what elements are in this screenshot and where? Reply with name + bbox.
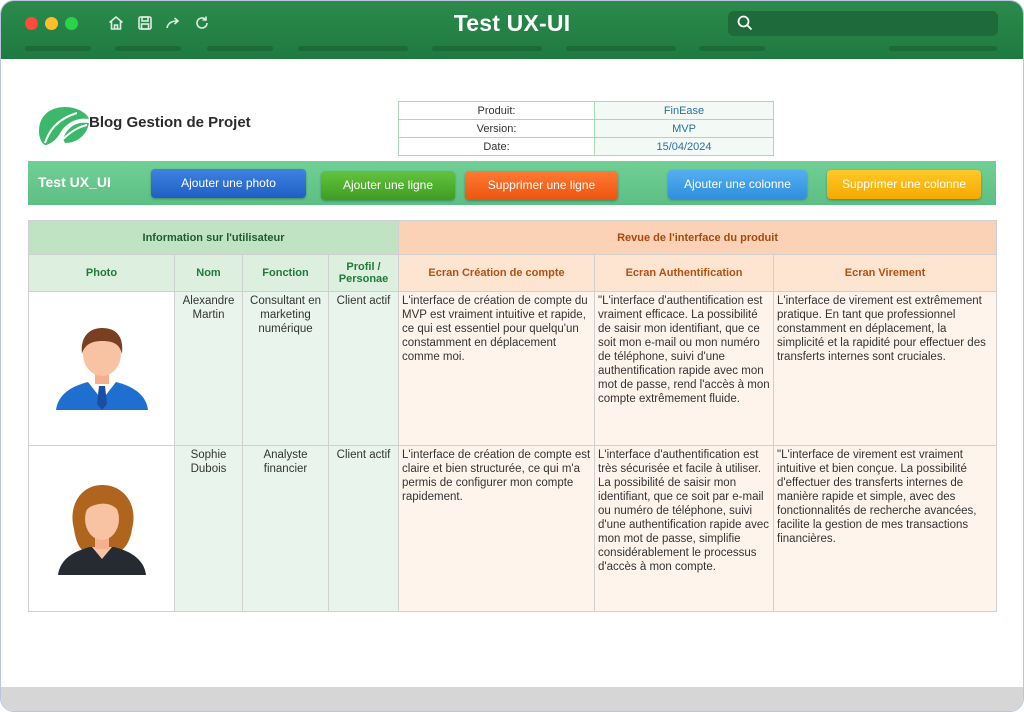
tab-strip xyxy=(298,46,408,51)
col-header-signup: Ecran Création de compte xyxy=(399,255,595,292)
auth-review-cell[interactable]: L'interface d'authentification est très sécurisée et facile à utiliser. La possibilité de saisir mon identifiant, que ce soit par e-mail ou numéro de téléphone, suivi d'une authentification rapide avec mon mot de passe, simplifie considérablement le processus d'accès à mon compte. xyxy=(595,446,774,612)
role-cell[interactable]: Consultant en marketing numérique xyxy=(243,292,329,446)
col-header-role: Fonction xyxy=(243,255,329,292)
table-row xyxy=(29,446,997,612)
photo-cell[interactable] xyxy=(29,446,175,612)
title-bar xyxy=(1,1,1023,59)
sheet-content xyxy=(1,59,1023,687)
product-label: Produit: xyxy=(399,102,595,120)
logo-text: Blog Gestion de Projet xyxy=(89,114,251,131)
delete-row-button[interactable]: Supprimer une ligne xyxy=(465,171,618,200)
version-value[interactable]: MVP xyxy=(595,120,774,138)
col-header-transfer: Ecran Virement xyxy=(774,255,997,292)
tab-strip xyxy=(699,46,765,51)
search-icon xyxy=(736,14,754,32)
search-input[interactable] xyxy=(728,11,998,36)
tab-strip xyxy=(566,46,676,51)
transfer-review-cell[interactable]: "L'interface de virement est vraiment intuitive et bien conçue. La possibilité d'effectuer des transferts internes de manière rapide et simple, avec des fonctionnalités de recherche avancées, facilite la gestion de mes transactions financières. xyxy=(774,446,997,612)
action-bar xyxy=(28,161,996,205)
leaf-logo-icon xyxy=(37,105,91,145)
female-avatar-icon xyxy=(54,479,150,575)
add-row-button[interactable]: Ajouter une ligne xyxy=(321,171,455,200)
col-header-name: Nom xyxy=(175,255,243,292)
delete-column-button[interactable]: Supprimer une colonne xyxy=(827,170,981,199)
action-bar-title: Test UX_UI xyxy=(38,174,111,190)
tab-strip xyxy=(207,46,273,51)
signup-review-cell[interactable]: L'interface de création de compte est claire et bien structurée, ce qui m'a permis de configurer mon compte rapidement. xyxy=(399,446,595,612)
profile-cell[interactable]: Client actif xyxy=(329,446,399,612)
tab-strip xyxy=(889,46,997,51)
role-cell[interactable]: Analyste financier xyxy=(243,446,329,612)
date-row xyxy=(399,138,774,156)
product-info-table xyxy=(398,101,774,156)
name-cell[interactable]: Sophie Dubois xyxy=(175,446,243,612)
profile-cell[interactable]: Client actif xyxy=(329,292,399,446)
tab-strip xyxy=(432,46,542,51)
col-header-profile: Profil / Personae xyxy=(329,255,399,292)
name-cell[interactable]: Alexandre Martin xyxy=(175,292,243,446)
group-header-review: Revue de l'interface du produit xyxy=(399,221,997,255)
col-header-photo: Photo xyxy=(29,255,175,292)
male-avatar-icon xyxy=(54,324,150,410)
tab-strip xyxy=(25,46,91,51)
group-header-user: Information sur l'utilisateur xyxy=(29,221,399,255)
add-column-button[interactable]: Ajouter une colonne xyxy=(668,170,807,199)
group-header-row xyxy=(29,221,997,255)
ux-review-table xyxy=(28,220,997,612)
col-header-auth: Ecran Authentification xyxy=(595,255,774,292)
add-photo-button[interactable]: Ajouter une photo xyxy=(151,169,306,198)
column-header-row xyxy=(29,255,997,292)
version-row xyxy=(399,120,774,138)
auth-review-cell[interactable]: "L'interface d'authentification est vraiment efficace. La possibilité de saisir mon identifiant, que ce soit mon e-mail ou mon numéro de téléphone, suivi d'une authentification rapide avec mon mot de passe, rend l'accès à mon compte extrêmement fluide. xyxy=(595,292,774,446)
photo-cell[interactable] xyxy=(29,292,175,446)
signup-review-cell[interactable]: L'interface de création de compte du MVP est vraiment intuitive et rapide, ce qui est essentiel pour quelqu'un constamment en déplacement comme moi. xyxy=(399,292,595,446)
table-row xyxy=(29,292,997,446)
date-value[interactable]: 15/04/2024 xyxy=(595,138,774,156)
version-label: Version: xyxy=(399,120,595,138)
app-title: Test UX-UI xyxy=(453,10,571,36)
transfer-review-cell[interactable]: L'interface de virement est extrêmement pratique. En tant que professionnel constamment en déplacement, la simplicité et la rapidité pour effectuer des transferts internes sont cruciales. xyxy=(774,292,997,446)
tab-strip xyxy=(115,46,181,51)
status-bar xyxy=(1,687,1023,712)
date-label: Date: xyxy=(399,138,595,156)
product-row xyxy=(399,102,774,120)
product-value[interactable]: FinEase xyxy=(595,102,774,120)
